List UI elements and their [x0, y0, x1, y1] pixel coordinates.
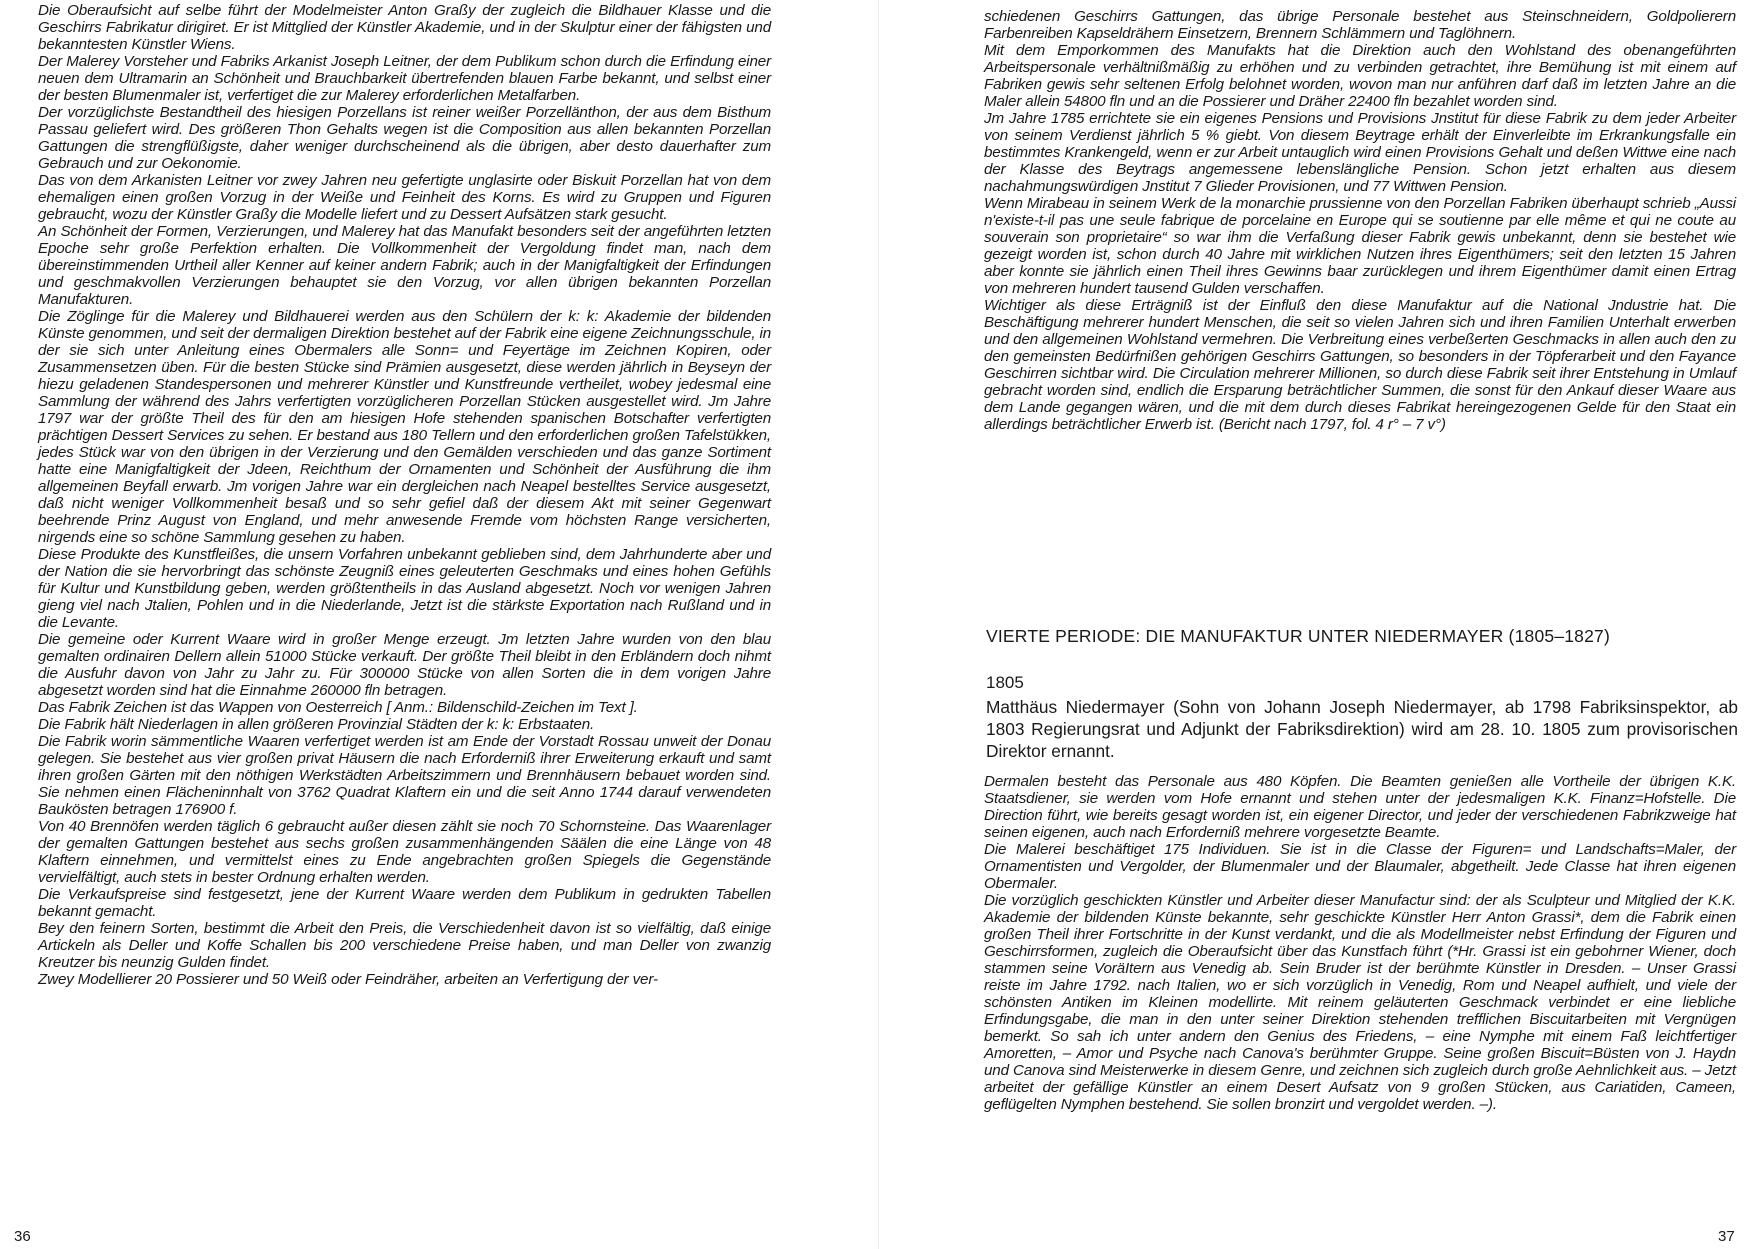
left-text-column: [38, 2, 771, 988]
page-number: 36: [14, 1228, 31, 1245]
page-number: 37: [1718, 1228, 1735, 1245]
paragraph: Die Fabrik worin sämmentliche Waaren verfertiget werden ist am Ende der Vorstadt Rossau unweit der Donau gelegen. Sie bestehet aus vier großen privat Häusern die nach Erforderniß ihrer Erweiterung erkauft und samt ihren großen Gärten mit den nöthigen Werkstädten Arbeitszimmern und Brennhäusern bebauet worden sind. Sie nehmen einen Flächeninnhalt von 3762 Quadrat Klaftern ein und die seit Anno 1744 darauf verwendeten Baukösten betragen 176900 f.: [38, 733, 771, 818]
paragraph: Dermalen besteht das Personale aus 480 Köpfen. Die Beamten genießen alle Vortheile der übrigen K.K. Staatsdiener, sie werden vom Hofe ernannt und stehen unter der jedesmaligen K.K. Finanz=Hofstelle. Die Direction führt, wie bereits gesagt worden ist, ein eigener Director, und jeder der verschiedenen Fabrikzweige hat seinen eigenen, auch nach Erforderniß mehrere vorgesetzte Beamte.: [984, 773, 1736, 841]
paragraph: Bey den feinern Sorten, bestimmt die Arbeit den Preis, die Verschiedenheit davon ist so vielfältig, daß einige Artickeln als Deller und Koffe Schallen bis 200 verschiedene Preise haben, und man Deller von zwanzig Kreutzer bis neunzig Gulden findet.: [38, 920, 771, 971]
paragraph: Zwey Modellierer 20 Possierer und 50 Weiß oder Feindräher, arbeiten an Verfertigung der ver-: [38, 971, 658, 988]
paragraph: Die Fabrik hält Niederlagen in allen größeren Provinzial Städten der k: k: Erbstaaten.: [38, 716, 595, 733]
right-text-column-top: [984, 8, 1736, 433]
entry-year: 1805: [986, 673, 1024, 692]
paragraph: schiedenen Geschirrs Gattungen, das übrige Personale bestehet aus Steinschneidern, Goldpolierern Farbenreiben Kapseldrähern Einsetzern, Brennern Schlämmern und Taglöhnern.: [984, 8, 1736, 42]
paragraph: Jm Jahre 1785 errichtete sie ein eigenes Pensions und Provisions Jnstitut für diese Fabrik zu dem jeder Arbeiter von seinem Verdienst jährlich 5 % giebt. Von diesem Beytrage erhält der Einverleibte im Erkrankungsfalle ein bestimmtes Krankengeld, wenn er zur Arbeit untauglich wird einen Provisions Gehalt und deßen Wittwe eine nach der Klasse des Beytrags angemessene lebenslängliche Pension. Schon jetzt erhalten aus diesem nachahmungswürdigen Jnstitut 7 Glieder Provisionen, und 77 Wittwen Pension.: [984, 110, 1736, 195]
paragraph: Die Verkaufspreise sind festgesetzt, jene der Kurrent Waare werden dem Publikum in gedrukten Tabellen bekannt gemacht.: [38, 886, 771, 920]
paragraph: Von 40 Brennöfen werden täglich 6 gebraucht außer diesen zählt sie noch 70 Schornsteine. Das Waarenlager der gemalten Gattungen bestehet aus sechs großen zusammenhängenden Säälen die eine Länge von 48 Klaftern einnehmen, und vermittelst eines zu Ende angebrachten großen Spiegels die Gegenstände vervielfältigt, auch stets in bester Ordnung erhalten werden.: [38, 818, 771, 886]
paragraph: Mit dem Emporkommen des Manufakts hat die Direktion auch den Wohlstand des obenangeführten Arbeitspersonale verhältnißmäßig zu erhöhen und zu verbinden getrachtet, ihre Bemühung ist mit einem auf Fabriken gewis sehr seltenen Erfolg belohnet worden, wovon man nur anführen darf daß im letzten Jahre an die Maler allein 54800 fln und an die Possierer und Dräher 22400 fln bezahlet worden sind.: [984, 42, 1736, 110]
left-page: [0, 0, 878, 1249]
right-page: [879, 0, 1757, 1249]
paragraph: Die vorzüglich geschickten Künstler und Arbeiter dieser Manufactur sind: der als Sculpteur und Mitglied der K.K. Akademie der bildenden Künste bekannte, sehr geschickte Künstler Herr Anton Grassi*, dem die Fabrik einen großen Theil ihrer Fortschritte in der Kunst verdankt, und die als Modellmeister nebst Erfindung der Figuren und Geschirrsformen, zugleich die Oberaufsicht über das Kunstfach führt (*Hr. Grassi ist ein gebohrner Wiener, doch stammen seine VoräItern aus Venedig ab. Sein Bruder ist der berühmte Künstler in Dresden. – Unser Grassi reiste im Jahre 1792. nach Italien, wo er sich vorzüglich in Venedig, Rom und Neapel aufhielt, und viele der schönsten Antiken im Kleinen modellirte. Mit reinem geläuterten Geschmack verbindet er eine liebliche Erfindungsgabe, die man in den unter seiner Direktion stehenden trefflichen Biscuitarbeiten mit Vergnügen bemerkt. So sah ich unter andern den Genius des Friedens, – eine Nymphe mit einem Faß leichtfertiger Amoretten, – Amor und Psyche nach Canova's berühmter Gruppe. Seine großen Biscuit=Büsten von J. Haydn und Canova sind Meisterwerke in diesem Genre, und zeichnen sich zugleich durch große Aehnlichkeit aus. – Jetzt arbeitet der gefällige Künstler an einem Desert Aufsatz von 9 großen Stücken, aus Cariatiden, Cameen, geflügelten Nymphen bestehend. Sie sollen bronzirt und vergoldet werden. –).: [984, 892, 1736, 1113]
paragraph: Diese Produkte des Kunstfleißes, die unsern Vorfahren unbekannt geblieben sind, dem Jahrhunderte aber und der Nation die sie hervorbringt das schönste Zeugniß eines geleuterten Geschmaks und eines hohen Gefühls für Kultur und Kunstbildung geben, werden größtentheils in das Ausland abgesetzt. Noch vor wenigen Jahren gieng viel nach Jtalien, Pohlen und in die Niederlande, Jetzt ist die stärkste Exportation nach Rußland und in die Levante.: [38, 546, 771, 631]
entry-lead: Matthäus Niedermayer (Sohn von Johann Joseph Niedermayer, ab 1798 Fabriksinspektor, ab 1803 Regierungsrat und Adjunkt der Fabriksdirektion) wird am 28. 10. 1805 zum provisorischen Direktor ernannt.: [986, 697, 1738, 761]
paragraph: Wenn Mirabeau in seinem Werk de la monarchie prussienne von den Porzellan Fabriken überhaupt schrieb „Aussi n'existe-t-il pas une seule fabrique de porcelaine en Europe qui se soutienne par elle même et qui ne coute au souverain son proprietaire“ so war ihm die Verfaßung dieser Fabrik gewis unbekannt, denn sie bestehet wie gezeigt worden ist, schon durch 40 Jahre mit wirklichen Nutzen ihres Eigenthümers; seit den letzten 15 Jahren aber konnte sie jährlich einen Theil ihres Gewinns baar zurücklegen und ihrem Eigenthümer damit einen Ertrag von mehreren hundert tausend Gulden verschaffen.: [984, 195, 1736, 297]
paragraph: Die Oberaufsicht auf selbe führt der Modelmeister Anton Graßy der zugleich die Bildhauer Klasse und die Geschirrs Fabrikatur dirigiret. Er ist Mittglied der Künstler Akademie, und in der Skulptur einer der fähigsten und bekanntesten Künstler Wiens.: [38, 2, 771, 53]
paragraph: Das von dem Arkanisten Leitner vor zwey Jahren neu gefertigte unglasirte oder Biskuit Porzellan hat von dem ehemaligen einen großen Vorzug in der Weiße und Feinheit des Korns. Es wird zu Gruppen und Figuren gebraucht, wozu der Künstler Graßy die Modelle liefert und zu Dessert Aufsätzen stark gesucht.: [38, 172, 771, 223]
paragraph: An Schönheit der Formen, Verzierungen, und Malerey hat das Manufakt besonders seit der angeführten letzten Epoche sehr große Perfektion erhalten. Die Vollkommenheit der Vergoldung findet man, nach dem übereinstimmenden Urtheil aller Kenner auf keiner andern Fabrik; auch in der Manigfaltigkeit der Erfindungen und geschmakvollen Verzierungen behauptet sie den Vorzug, vor allen übrigen bekannten Porzellan Manufakturen.: [38, 223, 771, 308]
section-heading: VIERTE PERIODE: DIE MANUFAKTUR UNTER NIEDERMAYER (1805–1827): [986, 626, 1611, 646]
paragraph: Der vorzüglichste Bestandtheil des hiesigen Porzellans ist reiner weißer Porzellänthon, der aus dem Bisthum Passau geliefert wird. Des größeren Thon Gehalts wegen ist die Composition aus allen bekannten Porzellan Gattungen die strengflüßigste, daher weniger durchscheinend als die übrigen, aber desto dauerhafter zum Gebrauch und zur Oekonomie.: [38, 104, 771, 172]
paragraph: Die Zöglinge für die Malerey und Bildhauerei werden aus den Schülern der k: k: Akademie der bildenden Künste genommen, und seit der dermaligen Direktion bestehet auf der Fabrik eine eigene Zeichnungsschule, in der sie sich unter Anleitung eines Obermalers alle Sonn= und Feyertäge im Zeichnen Kopiren, oder Zusammensetzen üben. Für die besten Stücke sind Prämien ausgesetzt, diese werden jährlich in Beyseyn der hiezu geladenen Standespersonen und mehrerer Künstler und Kunstfreunde vertheilet, wobey jedesmal eine Sammlung der während des Jahrs verfertigten vorzüglicheren Porzellan Stücken ausgestellet wird. Jm Jahre 1797 war der größte Theil des für den am hiesigen Hofe stehenden spanischen Botschafter verfertigten prächtigen Dessert Services zu sehen. Er bestand aus 180 Tellern und den erforderlichen großen Tafelstükken, jedes Stück war von den übrigen in der Verzierung und den Gemälden verschieden und das ganze Sortiment hatte eine Manigfaltigkeit der Jdeen, Reichthum der Ornamenten und Schönheit der Ausführung die ihm allgemeinen Beyfall erwarb. Jm vorigen Jahre war ein dergleichen nach Neapel bestelltes Service ausgesetzt, daß nicht weniger Vollkommenheit besaß und so sehr gefiel daß der diesem Akt mit seiner Gegenwart beehrende Prinz August von England, und mehr anwesende Fremde vom höchsten Range versicherten, nirgends eine so schöne Sammlung gesehen zu haben.: [38, 308, 771, 546]
right-text-column-bottom: [984, 773, 1736, 1113]
paragraph: Das Fabrik Zeichen ist das Wappen von Oesterreich [ Anm.: Bildenschild-Zeichen im Text ].: [38, 699, 638, 716]
paragraph: Die Malerei beschäftiget 175 Individuen. Sie ist in die Classe der Figuren= und Landschafts=Maler, der Ornamentisten und Vergolder, der Blumenmaler und der Blaumaler, abgetheilt. Jede Classe hat ihren eigenen Obermaler.: [984, 841, 1736, 892]
chronicle-entry: [986, 672, 1738, 762]
paragraph: Der Malerey Vorsteher und Fabriks Arkanist Joseph Leitner, der dem Publikum schon durch die Erfindung einer neuen dem Ultramarin an Schönheit und Brauchbarkeit übertrefenden blauen Farbe bekannt, und selbst einer der besten Blumenmaler ist, verfertiget die zur Malerey erforderlichen Metalfarben.: [38, 53, 771, 104]
paragraph: Die gemeine oder Kurrent Waare wird in großer Menge erzeugt. Jm letzten Jahre wurden von den blau gemalten ordinairen Dellern allein 51000 Stücke verkauft. Der größte Theil bleibt in den Erbländern doch nihmt die Ausfuhr davon von Jahr zu Jahr zu. Für 300000 Stücke von allen Sorten die in dem vorigen Jahre abgesetzt worden sind hat die Einnahme 260000 fln betragen.: [38, 631, 771, 699]
paragraph: Wichtiger als diese Erträgniß ist der Einfluß den diese Manufaktur auf die National Jndustrie hat. Die Beschäftigung mehrerer hundert Menschen, die seit so vielen Jahren sich und ihren Familien Unterhalt erwerben und den allgemeinen Wohlstand vermehren. Die Verbreitung eines verbeßerten Geschmacks in allen auch den zu den gemeinsten Bedürfnißen gehörigen Geschirrs Gattungen, so besonders in der Töpferarbeit und den Fayance Geschirren sichtbar wird. Die Circulation mehrerer Millionen, so durch diese Fabrik seit ihrer Entstehung in Umlauf gebracht worden sind, endlich die Ersparung beträchtlicher Summen, die sonst für den Ankauf dieser Waare aus dem Lande gegangen wären, und die mit dem durch dieses Fabrikat hereingezogenen Gelde für den Staat ein allerdings beträchtlicher Erwerb ist. (Bericht nach 1797, fol. 4 r° – 7 v°): [984, 297, 1736, 433]
